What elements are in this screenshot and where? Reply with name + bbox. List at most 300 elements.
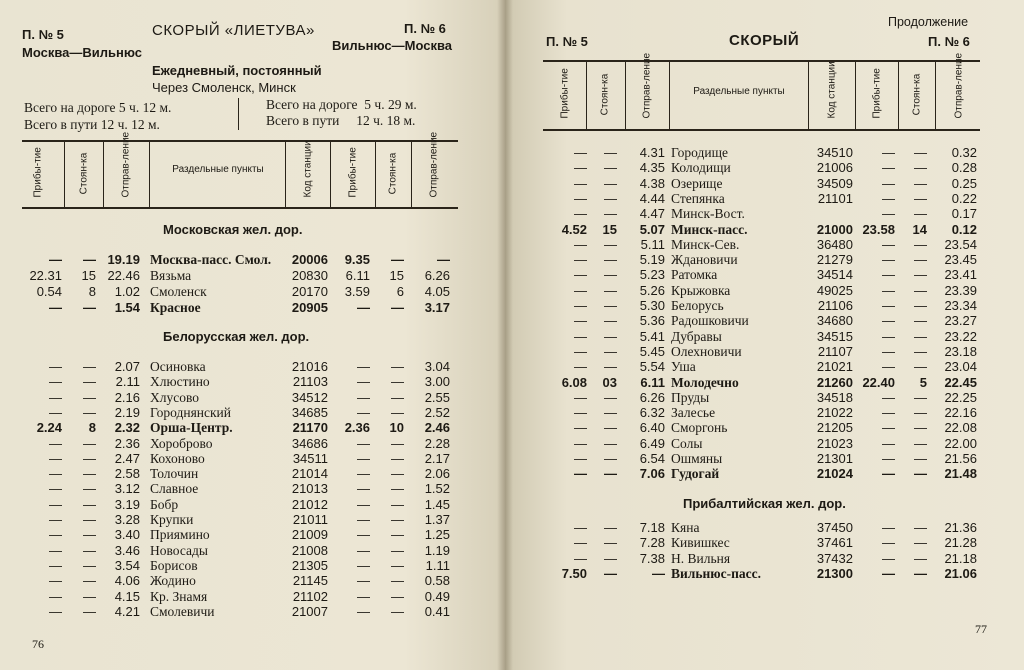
departure-return: 2.55	[424, 389, 450, 405]
station-code: 37432	[816, 550, 853, 566]
arrival: —	[49, 512, 62, 527]
col-arrival: Прибы-тие	[559, 68, 571, 119]
station-name: Дубравы	[671, 328, 722, 344]
departure-return: —	[437, 252, 450, 267]
col-arrival-return: Прибы-тие	[871, 68, 883, 119]
station-name: Уша	[671, 359, 696, 375]
arrival-return: —	[357, 603, 370, 619]
station-code: 34685	[291, 404, 328, 420]
departure-return: 23.34	[944, 298, 977, 313]
stop-return: —	[914, 389, 927, 405]
departure-return: 2.06	[424, 466, 450, 482]
station-name: Минск-пасс.	[671, 221, 748, 237]
station-name: Приямино	[150, 527, 210, 543]
departure-return: 0.28	[951, 160, 977, 176]
departure-return: 21.48	[944, 466, 977, 482]
stop: 03	[602, 374, 617, 390]
station-name: Вильнюс-пасс.	[671, 565, 761, 581]
stop: —	[604, 343, 617, 359]
arrival: —	[49, 542, 62, 558]
departure: 4.35	[639, 160, 665, 176]
arrival-return: —	[357, 389, 370, 405]
stop: —	[83, 300, 96, 315]
departure-return: 3.04	[424, 359, 450, 374]
table-row	[505, 191, 1024, 206]
station-name: Новосады	[150, 542, 208, 558]
stop-return: —	[914, 405, 927, 421]
departure: 3.19	[114, 496, 140, 512]
table-row	[0, 420, 505, 435]
stop: —	[83, 481, 96, 497]
arrival: —	[574, 267, 587, 283]
stop-return: —	[914, 160, 927, 176]
departure-return: 1.52	[424, 481, 450, 497]
arrival-return: —	[357, 496, 370, 512]
station-code: 49025	[816, 282, 853, 298]
stop-return: —	[391, 496, 404, 512]
departure: 5.30	[639, 298, 665, 313]
arrival: —	[574, 282, 587, 298]
table-row	[505, 237, 1024, 252]
departure-return: 21.06	[944, 565, 977, 581]
stop: —	[604, 359, 617, 375]
arrival-return: —	[357, 527, 370, 543]
stop: —	[604, 550, 617, 566]
station-code: 21006	[816, 160, 853, 176]
station-name: Ждановичи	[671, 252, 738, 268]
table-row	[505, 283, 1024, 298]
table-row	[505, 520, 1024, 535]
table-row	[505, 222, 1024, 237]
arrival: —	[574, 405, 587, 421]
arrival-return: —	[357, 542, 370, 558]
arrival: —	[49, 481, 62, 497]
table-row	[505, 466, 1024, 481]
station-name: Ратомка	[671, 267, 718, 283]
totals-divider	[238, 98, 239, 130]
station-code: 21013	[291, 481, 328, 497]
table-row	[505, 206, 1024, 221]
departure-return: 0.32	[951, 145, 977, 160]
station-name: Борисов	[150, 557, 198, 573]
stop: —	[83, 359, 96, 374]
arrival: 7.50	[561, 565, 587, 581]
table-row	[505, 436, 1024, 451]
station-code: 21012	[291, 496, 328, 512]
arrival: —	[574, 190, 587, 206]
right-page	[505, 0, 1024, 670]
stop-return: —	[391, 481, 404, 497]
arrival: 22.31	[29, 268, 62, 283]
station-name: Жодино	[150, 573, 196, 589]
arrival-return: —	[357, 512, 370, 527]
stop-return: —	[391, 573, 404, 589]
stop-return: 5	[919, 374, 927, 390]
departure-return: 1.25	[424, 527, 450, 543]
arrival-return: —	[882, 328, 895, 344]
col-stop: Стоян-ка	[599, 73, 611, 116]
arrival: —	[574, 236, 587, 252]
station-code: 37450	[816, 520, 853, 535]
stop: —	[604, 565, 617, 581]
arrival: 0.54	[36, 284, 62, 299]
departure: 5.54	[639, 359, 665, 375]
departure: 2.19	[114, 404, 140, 420]
station-code: 34512	[291, 389, 328, 405]
stop-return: —	[914, 175, 927, 191]
station-code: 21007	[291, 603, 328, 619]
station-name: Солы	[671, 435, 703, 451]
station-name: Минск-Вост.	[671, 206, 745, 222]
arrival-return: —	[357, 573, 370, 589]
stop-return: —	[914, 343, 927, 359]
stop: —	[604, 451, 617, 466]
departure-return: 22.08	[944, 420, 977, 436]
departure-return: 3.17	[424, 300, 450, 315]
arrival-return: —	[882, 420, 895, 436]
arrival-return: —	[357, 450, 370, 466]
departure-return: 21.56	[944, 451, 977, 466]
arrival-return: —	[882, 206, 895, 222]
stop-return: —	[391, 404, 404, 420]
route-direction-right: Вильнюс—Москва	[332, 38, 453, 53]
stop: —	[83, 527, 96, 543]
train-number-left: П. № 5	[22, 27, 64, 42]
arrival-return: —	[357, 404, 370, 420]
table-row	[0, 374, 505, 389]
arrival: —	[49, 466, 62, 482]
departure: 19.19	[107, 252, 140, 267]
arrival-return: —	[357, 481, 370, 497]
departure-return: 23.54	[944, 236, 977, 252]
station-code: 34518	[816, 389, 853, 405]
station-name: Крыжовка	[671, 282, 731, 298]
departure: 4.31	[639, 145, 665, 160]
stop: —	[604, 328, 617, 344]
stop-return: —	[391, 512, 404, 527]
col-stop: Стоян-ка	[78, 152, 90, 195]
arrival-return: 6.11	[345, 268, 370, 283]
stop-return: —	[914, 328, 927, 344]
station-code: 21107	[817, 343, 853, 359]
departure-return: 2.46	[424, 420, 450, 436]
table-row	[0, 512, 505, 527]
station-name: Степянка	[671, 190, 725, 206]
station-name: Красное	[150, 300, 201, 315]
arrival: —	[49, 374, 62, 390]
arrival: —	[49, 389, 62, 405]
stop: —	[604, 420, 617, 436]
via-note: Через Смоленск, Минск	[152, 80, 296, 95]
table-row	[505, 566, 1024, 581]
departure: 2.36	[114, 435, 140, 451]
station-code: 21021	[816, 359, 853, 375]
table-row	[0, 359, 505, 374]
stop: —	[604, 520, 617, 535]
station-name: Кяна	[671, 520, 700, 535]
stop-return: —	[914, 190, 927, 206]
stop-return: —	[391, 588, 404, 604]
train-number-right: П. № 6	[928, 34, 970, 49]
departure-return: 0.41	[424, 603, 450, 619]
departure: 5.23	[639, 267, 665, 283]
stop-return: 10	[389, 420, 404, 436]
arrival: —	[574, 435, 587, 451]
arrival: 2.24	[36, 420, 62, 436]
arrival-return: —	[882, 190, 895, 206]
arrival: —	[49, 557, 62, 573]
departure: 6.40	[639, 420, 665, 436]
station-code: 21024	[816, 466, 853, 482]
stop-return: —	[391, 603, 404, 619]
station-code: 21102	[292, 588, 328, 604]
arrival: —	[49, 527, 62, 543]
arrival: 6.08	[561, 374, 587, 390]
departure-return: 1.19	[424, 542, 450, 558]
departure-return: 21.28	[944, 535, 977, 551]
station-name: Залесье	[671, 405, 716, 421]
departure-return: 0.58	[424, 573, 450, 589]
train-number-left: П. № 5	[546, 34, 588, 49]
station-code: 34509	[816, 175, 853, 191]
station-name: Хлусово	[150, 389, 200, 405]
departure-return: 23.22	[944, 328, 977, 344]
table-row	[0, 604, 505, 619]
arrival-return: —	[882, 298, 895, 313]
table-row	[0, 497, 505, 512]
departure: 2.32	[114, 420, 140, 436]
departure: 5.19	[639, 252, 665, 268]
arrival-return: —	[882, 267, 895, 283]
table-row	[505, 390, 1024, 405]
total-time-trip-return: Всего в пути 12 ч. 18 м.	[266, 113, 416, 128]
stop-return: —	[391, 389, 404, 405]
table-row	[505, 252, 1024, 267]
arrival-return: —	[882, 405, 895, 421]
stop: —	[604, 160, 617, 176]
total-time-road-forward: Всего на дороге 5 ч. 12 м.	[24, 100, 172, 115]
departure-return: 23.45	[944, 252, 977, 268]
station-code: 21011	[292, 512, 328, 527]
table-row	[0, 436, 505, 451]
table-row	[505, 313, 1024, 328]
departure: 4.44	[639, 190, 665, 206]
col-stop-return: Стоян-ка	[911, 73, 923, 116]
departure: 5.26	[639, 282, 665, 298]
stop: —	[604, 145, 617, 160]
arrival-return: 3.59	[344, 284, 370, 299]
arrival-return: —	[882, 175, 895, 191]
departure-return: 21.36	[944, 520, 977, 535]
departure-return: 23.39	[944, 282, 977, 298]
station-name: Ошмяны	[671, 451, 723, 466]
stop-return: —	[914, 206, 927, 222]
station-code: 21170	[292, 420, 328, 436]
station-name: Молодечно	[671, 374, 739, 390]
arrival-return: 22.40	[862, 374, 895, 390]
station-name: Радошковичи	[671, 313, 749, 329]
station-code: 34515	[816, 328, 853, 344]
departure: 6.54	[639, 451, 665, 466]
railway-section-moscow: Московская жел. дор.	[163, 222, 303, 237]
station-name: Осиновка	[150, 359, 206, 374]
station-code: 37461	[816, 535, 853, 551]
col-stop-return: Стоян-ка	[387, 152, 399, 195]
stop-return: —	[391, 359, 404, 374]
stop-return: —	[914, 282, 927, 298]
arrival-return: —	[882, 565, 895, 581]
station-code: 20830	[291, 268, 328, 283]
table-row	[0, 527, 505, 542]
departure-return: 0.22	[951, 190, 977, 206]
departure: 3.54	[114, 557, 140, 573]
station-code: 34510	[816, 145, 853, 160]
departure: 5.45	[639, 343, 665, 359]
stop-return: —	[914, 298, 927, 313]
departure: 3.28	[114, 512, 140, 527]
arrival-return: —	[882, 550, 895, 566]
arrival: —	[49, 603, 62, 619]
departure: 7.28	[639, 535, 665, 551]
book-gutter	[497, 0, 513, 670]
table-row	[505, 551, 1024, 566]
stop: —	[604, 267, 617, 283]
stop: —	[604, 298, 617, 313]
arrival: —	[574, 520, 587, 535]
station-name: Пруды	[671, 389, 710, 405]
table-row	[505, 145, 1024, 160]
departure: 2.16	[114, 389, 140, 405]
station-code: 34680	[816, 313, 853, 329]
arrival: —	[49, 359, 62, 374]
departure-return: 22.00	[944, 435, 977, 451]
stop: —	[83, 557, 96, 573]
table-row	[0, 451, 505, 466]
arrival: —	[574, 313, 587, 329]
departure-return: 22.16	[944, 405, 977, 421]
arrival: —	[49, 496, 62, 512]
stop: 8	[88, 284, 96, 299]
table-row	[505, 405, 1024, 420]
arrival: —	[574, 535, 587, 551]
total-time-road-return: Всего на дороге 5 ч. 29 м.	[266, 97, 417, 112]
route-direction-left: Москва—Вильнюс	[22, 45, 143, 60]
departure-return: 22.45	[944, 374, 977, 390]
departure-return: 2.28	[424, 435, 450, 451]
train-number-right: П. № 6	[404, 21, 446, 36]
station-code: 21301	[816, 451, 853, 466]
departure-return: 0.17	[951, 206, 977, 222]
stop-return: —	[391, 374, 404, 390]
table-header-rule	[22, 207, 458, 209]
departure: 3.12	[114, 481, 140, 497]
stop-return: —	[914, 451, 927, 466]
arrival-return: 23.58	[862, 221, 895, 237]
table-row	[0, 466, 505, 481]
departure-return: 23.27	[944, 313, 977, 329]
stop-return: 14	[912, 221, 927, 237]
station-code: 21000	[816, 221, 853, 237]
stop: —	[83, 588, 96, 604]
col-departure-return: Отправ-ление	[428, 131, 440, 198]
station-code: 21101	[817, 190, 853, 206]
arrival: —	[49, 404, 62, 420]
departure: 6.26	[639, 389, 665, 405]
arrival: —	[574, 420, 587, 436]
table-row	[0, 481, 505, 496]
table-row	[0, 573, 505, 588]
arrival-return: —	[882, 313, 895, 329]
arrival-return: 9.35	[344, 252, 370, 267]
station-code: 21023	[816, 435, 853, 451]
arrival: —	[49, 588, 62, 604]
arrival: —	[49, 435, 62, 451]
stop: —	[83, 389, 96, 405]
departure: 5.36	[639, 313, 665, 329]
station-code: 21008	[291, 542, 328, 558]
arrival-return: —	[882, 359, 895, 375]
departure: 6.11	[640, 374, 665, 390]
departure-return: 23.04	[944, 359, 977, 375]
left-page	[0, 0, 505, 670]
table-row	[505, 329, 1024, 344]
departure-return: 0.12	[951, 221, 977, 237]
stop: 15	[81, 268, 96, 283]
table-row	[0, 268, 505, 283]
col-departure-return: Отправ-ление	[953, 52, 965, 119]
station-name: Олехновичи	[671, 343, 742, 359]
stop: —	[83, 435, 96, 451]
station-code: 34686	[291, 435, 328, 451]
arrival-return: —	[882, 466, 895, 482]
station-name: Озерище	[671, 175, 723, 191]
stop: —	[83, 450, 96, 466]
station-code: 21260	[816, 374, 853, 390]
arrival-return: —	[882, 343, 895, 359]
arrival-return: —	[882, 160, 895, 176]
station-name: Н. Вильня	[671, 550, 731, 566]
table-row	[0, 558, 505, 573]
table-row	[505, 451, 1024, 466]
arrival: —	[574, 451, 587, 466]
station-name: Городнянский	[150, 404, 232, 420]
arrival-return: —	[357, 300, 370, 315]
table-row	[0, 252, 505, 267]
stop-return: —	[914, 145, 927, 160]
stop-return: 6	[396, 284, 404, 299]
station-code: 21009	[291, 527, 328, 543]
departure-return: 21.18	[944, 550, 977, 566]
departure: 4.47	[639, 206, 665, 222]
stop: —	[604, 190, 617, 206]
station-name: Минск-Сев.	[671, 236, 740, 252]
departure-return: 0.25	[951, 175, 977, 191]
station-name: Вязьма	[150, 268, 192, 283]
station-name: Славное	[150, 481, 199, 497]
stop-return: —	[391, 435, 404, 451]
station-name: Колодищи	[671, 160, 731, 176]
railway-section-baltic: Прибалтийская жел. дор.	[683, 496, 846, 511]
stop: —	[83, 466, 96, 482]
departure: 22.46	[107, 268, 140, 283]
arrival-return: —	[882, 252, 895, 268]
table-row	[505, 420, 1024, 435]
arrival: —	[574, 145, 587, 160]
station-code: 20170	[291, 284, 328, 299]
table-row	[0, 543, 505, 558]
stop-return: —	[914, 313, 927, 329]
station-code: 34514	[816, 267, 853, 283]
